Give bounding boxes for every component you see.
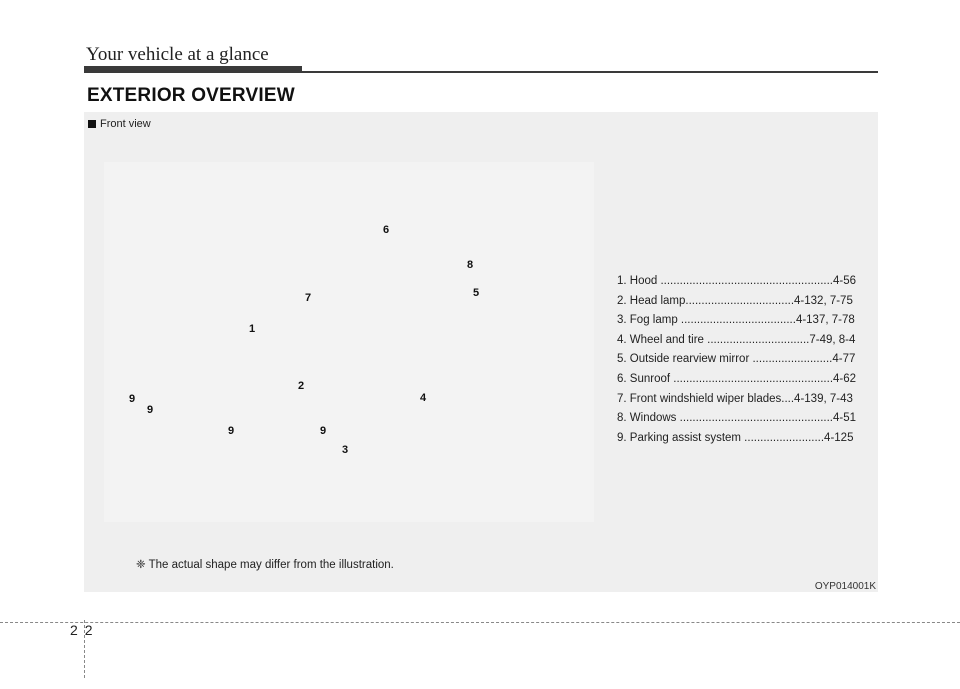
view-label-text: Front view — [100, 118, 151, 130]
callout-7: 7 — [304, 292, 312, 304]
callout-9: 9 — [319, 425, 327, 437]
parts-list-item: 4. Wheel and tire ................................7-49, 8-4 — [617, 333, 856, 346]
parts-list-item: 6. Sunroof ..................................................4-62 — [617, 372, 857, 385]
callout-9: 9 — [128, 393, 136, 405]
footer-rule — [0, 622, 960, 623]
callout-9: 9 — [227, 425, 235, 437]
header-rule — [84, 71, 878, 73]
parts-list — [617, 272, 856, 448]
section-title: EXTERIOR OVERVIEW — [87, 85, 295, 106]
parts-list-item: 3. Fog lamp ....................................4-137, 7-78 — [617, 314, 855, 327]
illustration-area — [104, 162, 594, 522]
header-title: Your vehicle at a glance — [86, 44, 269, 65]
callout-6: 6 — [382, 224, 390, 236]
parts-list-item: 9. Parking assist system .........................4-125 — [617, 431, 854, 444]
parts-list-item: 5. Outside rearview mirror .........................4-77 — [617, 353, 856, 366]
square-bullet-icon — [88, 120, 96, 128]
parts-list-item: 2. Head lamp..................................4-132, 7-75 — [617, 294, 853, 307]
disclaimer: ❈ The actual shape may differ from the illustration. — [136, 559, 394, 571]
view-label — [88, 118, 151, 130]
page-number: 22 — [70, 622, 100, 638]
callout-8: 8 — [466, 259, 474, 271]
parts-list-item: 8. Windows ................................................4-51 — [617, 412, 857, 425]
callout-2: 2 — [297, 380, 305, 392]
callout-1: 1 — [248, 323, 256, 335]
callout-3: 3 — [341, 444, 349, 456]
parts-list-item: 7. Front windshield wiper blades....4-139, 7-43 — [617, 392, 853, 405]
callout-9: 9 — [146, 404, 154, 416]
callout-4: 4 — [419, 392, 427, 404]
callout-5: 5 — [472, 287, 480, 299]
parts-list-item: 1. Hood ......................................................4-56 — [617, 275, 857, 287]
image-code: OYP014001K — [814, 581, 876, 592]
